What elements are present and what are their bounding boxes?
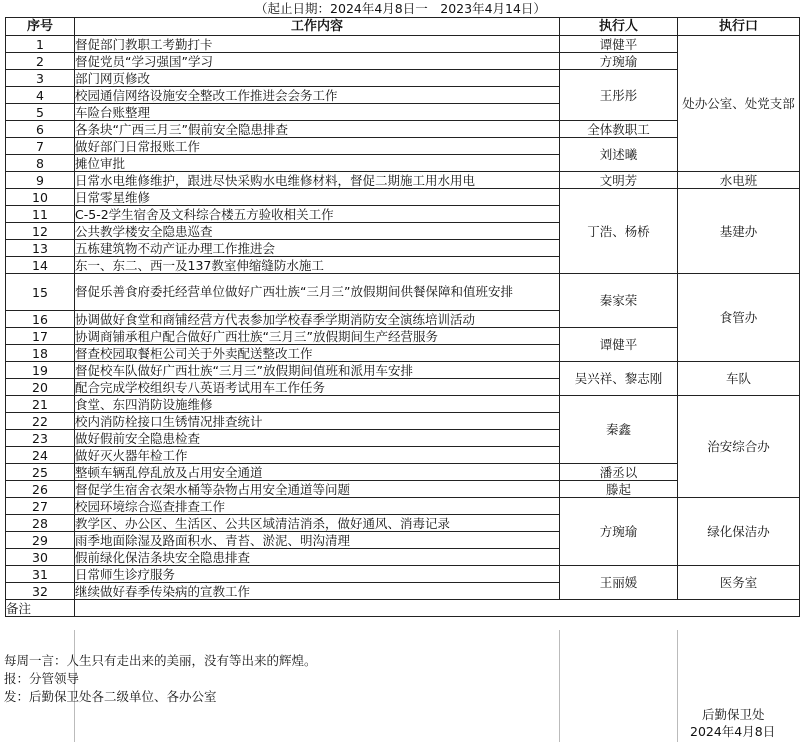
executor-cell: 谭健平	[560, 36, 678, 53]
row-number: 7	[6, 138, 75, 155]
task-cell: 各条块“广西三月三”假前安全隐患排查	[75, 121, 560, 138]
unit-cell: 医务室	[678, 566, 800, 600]
row-number: 19	[6, 362, 75, 379]
row-number: 2	[6, 53, 75, 70]
task-cell: 校园通信网络设施安全整改工作推进会会务工作	[75, 87, 560, 104]
row-number: 23	[6, 430, 75, 447]
executor-cell: 滕起	[560, 481, 678, 498]
task-cell: 做好部门日常报账工作	[75, 138, 560, 155]
distribution: 发：后勤保卫处各二级单位、各办公室	[4, 689, 217, 704]
row-number: 6	[6, 121, 75, 138]
task-cell: 整顿车辆乱停乱放及占用安全通道	[75, 464, 560, 481]
task-cell: 配合完成学校组织专八英语考试用车工作任务	[75, 379, 560, 396]
col-header-executor: 执行人	[560, 18, 678, 36]
row-number: 14	[6, 257, 75, 274]
grid-line	[559, 630, 560, 742]
row-number: 4	[6, 87, 75, 104]
task-cell: 公共教学楼安全隐患巡查	[75, 223, 560, 240]
task-cell: 督促学生宿舍衣架水桶等杂物占用安全通道等问题	[75, 481, 560, 498]
executor-cell: 刘述曦	[560, 138, 678, 172]
unit-cell: 水电班	[678, 172, 800, 189]
task-cell: 协调做好食堂和商铺经营方代表参加学校春季学期消防安全演练培训活动	[75, 311, 560, 328]
table-row	[6, 396, 800, 413]
col-header-no: 序号	[6, 18, 75, 36]
executor-cell: 王丽媛	[560, 566, 678, 600]
note-label: 备注	[6, 600, 75, 617]
table-row	[6, 172, 800, 189]
grid-line	[677, 630, 678, 742]
executor-cell: 全体教职工	[560, 121, 678, 138]
task-cell: 督查校园取餐柜公司关于外卖配送整改工作	[75, 345, 560, 362]
note-row	[6, 600, 800, 617]
unit-cell: 绿化保洁办	[678, 498, 800, 566]
row-number: 20	[6, 379, 75, 396]
executor-cell: 文明芳	[560, 172, 678, 189]
unit-cell: 食管办	[678, 274, 800, 362]
task-cell: 部门网页修改	[75, 70, 560, 87]
row-number: 5	[6, 104, 75, 121]
task-cell: 做好灭火器年检工作	[75, 447, 560, 464]
row-number: 11	[6, 206, 75, 223]
table-header-row	[6, 18, 800, 36]
unit-cell: 车队	[678, 362, 800, 396]
col-header-unit: 执行口	[678, 18, 800, 36]
executor-cell: 潘丞以	[560, 464, 678, 481]
row-number: 10	[6, 189, 75, 206]
executor-cell: 秦家荣	[560, 274, 678, 328]
row-number: 32	[6, 583, 75, 600]
table-row	[6, 274, 800, 311]
weekly-work-table	[5, 17, 800, 617]
task-cell: 协调商铺承租户配合做好广西壮族“三月三”放假期间生产经营服务	[75, 328, 560, 345]
task-cell: 校内消防栓接口生锈情况排查统计	[75, 413, 560, 430]
row-number: 8	[6, 155, 75, 172]
task-cell: 校园环境综合巡查排查工作	[75, 498, 560, 515]
table-row	[6, 566, 800, 583]
row-number: 9	[6, 172, 75, 189]
table-row	[6, 498, 800, 515]
unit-cell: 治安综合办	[678, 396, 800, 498]
row-number: 12	[6, 223, 75, 240]
executor-cell: 方琬瑜	[560, 498, 678, 566]
task-cell: 五栋建筑物不动产证办理工作推进会	[75, 240, 560, 257]
row-number: 30	[6, 549, 75, 566]
note-content	[75, 600, 800, 617]
unit-cell: 处办公室、处党支部	[678, 36, 800, 172]
task-cell: 摊位审批	[75, 155, 560, 172]
task-cell: 食堂、东四消防设施维修	[75, 396, 560, 413]
table-row	[6, 362, 800, 379]
col-header-content: 工作内容	[75, 18, 560, 36]
task-cell: 做好假前安全隐患检查	[75, 430, 560, 447]
row-number: 18	[6, 345, 75, 362]
executor-cell: 王彤彤	[560, 70, 678, 121]
table-row	[6, 189, 800, 206]
row-number: 21	[6, 396, 75, 413]
row-number: 16	[6, 311, 75, 328]
task-cell: 日常水电维修维护，跟进尽快采购水电维修材料，督促二期施工用水用电	[75, 172, 560, 189]
row-number: 22	[6, 413, 75, 430]
row-number: 3	[6, 70, 75, 87]
unit-cell: 基建办	[678, 189, 800, 274]
task-cell: C-5-2学生宿舍及文科综合楼五方验收相关工作	[75, 206, 560, 223]
task-cell: 东一、东二、西一及137教室伸缩缝防水施工	[75, 257, 560, 274]
task-cell: 雨季地面除湿及路面积水、青苔、淤泥、明沟清理	[75, 532, 560, 549]
issuing-office: 后勤保卫处	[702, 707, 765, 722]
row-number: 17	[6, 328, 75, 345]
row-number: 1	[6, 36, 75, 53]
task-cell: 假前绿化保洁条块安全隐患排查	[75, 549, 560, 566]
executor-cell: 吴兴祥、黎志刚	[560, 362, 678, 396]
task-cell: 督促党员“学习强国”学习	[75, 53, 560, 70]
executor-cell: 秦鑫	[560, 396, 678, 464]
weekly-motto: 每周一言：人生只有走出来的美丽，没有等出来的辉煌。	[4, 653, 317, 668]
issue-date: 2024年4月8日	[690, 724, 776, 739]
row-number: 26	[6, 481, 75, 498]
row-number: 27	[6, 498, 75, 515]
task-cell: 车险台账整理	[75, 104, 560, 121]
table-row	[6, 36, 800, 53]
row-number: 29	[6, 532, 75, 549]
row-number: 28	[6, 515, 75, 532]
executor-cell: 丁浩、杨桥	[560, 189, 678, 274]
task-cell: 督促乐善食府委托经营单位做好广西壮族“三月三”放假期间供餐保障和值班安排	[75, 274, 560, 311]
row-number: 31	[6, 566, 75, 583]
task-cell: 督促部门教职工考勤打卡	[75, 36, 560, 53]
row-number: 25	[6, 464, 75, 481]
executor-cell: 谭健平	[560, 328, 678, 362]
date-range-subtitle: （起止日期：2024年4月8日一 2023年4月14日）	[255, 1, 546, 16]
report-to: 报：分管领导	[4, 671, 80, 686]
task-cell: 日常零星维修	[75, 189, 560, 206]
task-cell: 督促校车队做好广西壮族“三月三”放假期间值班和派用车安排	[75, 362, 560, 379]
task-cell: 教学区、办公区、生活区、公共区域清洁消杀，做好通风、消毒记录	[75, 515, 560, 532]
row-number: 24	[6, 447, 75, 464]
row-number: 13	[6, 240, 75, 257]
row-number: 15	[6, 274, 75, 311]
task-cell: 继续做好春季传染病的宣教工作	[75, 583, 560, 600]
executor-cell: 方琬瑜	[560, 53, 678, 70]
task-cell: 日常师生诊疗服务	[75, 566, 560, 583]
